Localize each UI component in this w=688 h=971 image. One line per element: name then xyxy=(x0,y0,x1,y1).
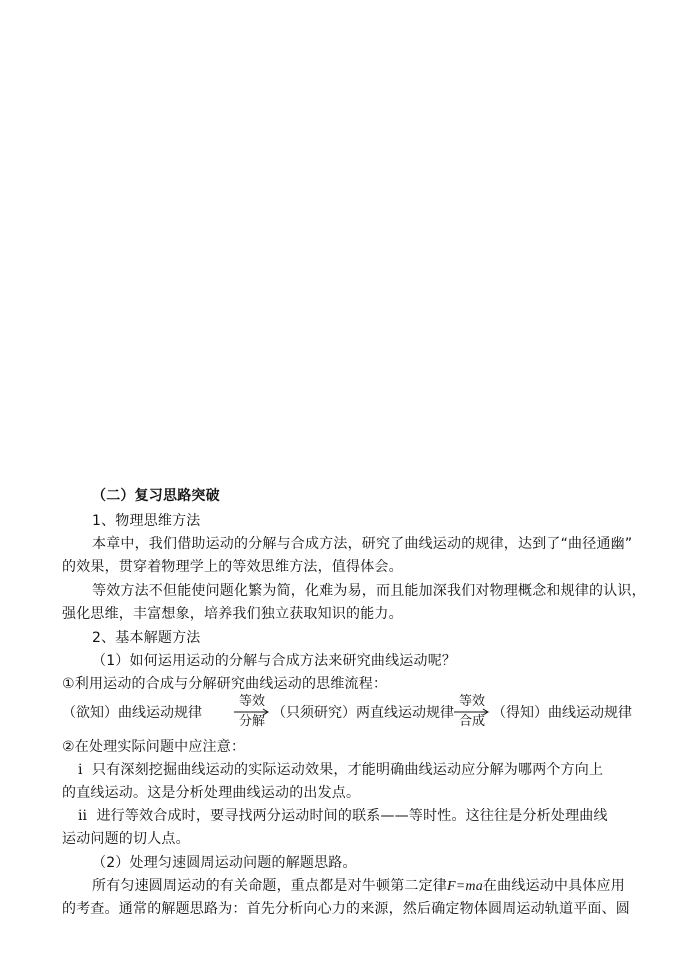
section-heading: （二）复习思路突破 xyxy=(92,488,220,504)
paragraph-line: 运动问题的切人点。 xyxy=(62,831,190,847)
flow-arrow-decompose xyxy=(234,693,270,731)
arrow-label-top: 等效 xyxy=(238,694,265,709)
note-ii xyxy=(78,806,608,827)
roman-numeral-i: ⅰ xyxy=(78,763,83,778)
question-1: （1）如何运用运动的分解与合成方法来研究曲线运动呢？ xyxy=(92,653,457,669)
note-text: 进行等效合成时，要寻找两分运动时间的联系——等时性。这往往是分析处理曲线 xyxy=(96,808,608,824)
subsection-title-thinking-methods: 1、物理思维方法 xyxy=(92,513,201,529)
paragraph-line: 的考查。通常的解题思路为：首先分析向心力的来源，然后确定物体圆周运动轨道平面、圆 xyxy=(62,901,630,917)
note-i xyxy=(78,760,603,781)
thinking-flow-diagram xyxy=(62,693,642,731)
paragraph-line: 强化思维，丰富想象，培养我们独立获取知识的能力。 xyxy=(62,606,403,622)
formula-newton-second-law: F=ma xyxy=(447,879,483,894)
question-2: （2）处理匀速圆周运动问题的解题思路。 xyxy=(92,855,357,871)
paragraph-line: 的直线运动。这是分析处理曲线运动的出发点。 xyxy=(62,785,361,801)
arrow-label-bottom: 分解 xyxy=(238,714,265,729)
flow-step-linear-law: （只须研究）两直线运动规律 xyxy=(272,705,454,721)
text-segment: 在曲线运动中具体应用 xyxy=(482,878,625,894)
note-text: 只有深刻挖掘曲线运动的实际运动效果，才能明确曲线运动应分解为哪两个方向上 xyxy=(92,762,604,778)
point-2: ②在处理实际问题中应注意： xyxy=(62,739,246,755)
point-1: ①利用运动的合成与分解研究曲线运动的思维流程： xyxy=(62,676,388,692)
roman-numeral-ii: ⅱ xyxy=(78,809,88,824)
paragraph-line: 等效方法不但能使问题化繁为简，化难为易，而且能加深我们对物理概念和规律的认识， xyxy=(92,583,646,599)
flow-step-result: （得知）曲线运动规律 xyxy=(492,705,632,721)
arrow-label-top: 等效 xyxy=(458,694,485,709)
flow-arrow-compose xyxy=(454,693,490,731)
subsection-title-solving-methods: 2、基本解题方法 xyxy=(92,630,201,646)
paragraph-line: 的效果，贯穿着物理学上的等效思维方法，值得体会。 xyxy=(62,559,403,575)
arrow-label-bottom: 合成 xyxy=(458,714,485,729)
flow-step-curve-law: （欲知）曲线运动规律 xyxy=(62,705,202,721)
paragraph-line: 本章中，我们借助运动的分解与合成方法，研究了曲线运动的规律，达到了“曲径通幽” xyxy=(92,536,633,552)
paragraph-line xyxy=(92,876,625,897)
text-segment: 所有匀速圆周运动的有关命题，重点都是对牛顿第二定律 xyxy=(92,878,447,894)
